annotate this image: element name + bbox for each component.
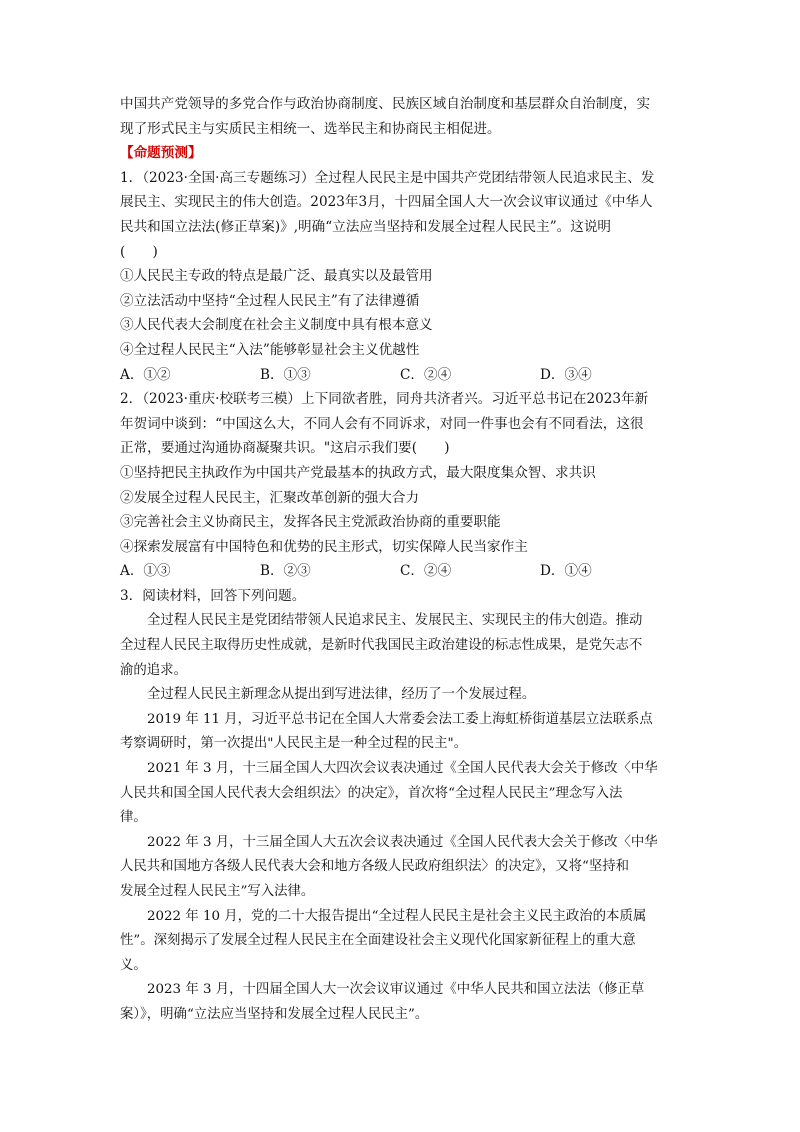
section-title: 【命题预测】: [120, 145, 202, 162]
question-stem-line: 3．阅读材料，回答下列问题。: [120, 587, 306, 604]
material-line: 全过程人民民主新理念从提出到写进法律，经历了一个发展过程。: [147, 687, 536, 703]
options-row: [120, 363, 688, 388]
intro-line: 中国共产党领导的多党合作与政治协商制度、民族区域自治制度和基层群众自治制度，实: [120, 96, 651, 112]
material-line: 案）》，明确“立法应当坚持和发展全过程人民民主”。: [120, 1006, 429, 1022]
material-line: 人民共和国全国人民代表大会组织法〉的决定》，首次将“全过程人民民主”理念写入法: [120, 785, 623, 801]
material-line: 性”。深刻揭示了发展全过程人民民主在全面建设社会主义现代化国家新征程上的重大意: [120, 933, 636, 949]
statement-item: ①人民民主专政的特点是最广泛、最真实以及最管用: [120, 268, 433, 285]
statement-item: ②立法活动中坚持“全过程人民民主”有了法律遵循: [120, 292, 420, 309]
option-c[interactable]: C．②④: [400, 563, 452, 580]
question-stem-line: 2．（2023·重庆·校联考三模）上下同欲者胜，同舟共济者兴。习近平总书记在2023年新: [120, 391, 649, 408]
option-b[interactable]: B．①③: [260, 366, 311, 383]
question-1: [120, 166, 688, 387]
statement-item: ④全过程人民民主“入法”能够彰显社会主义优越性: [120, 341, 420, 358]
material-line: 2022 年 10 月，党的二十大报告提出“全过程人民民主是社会主义民主政治的本质属: [147, 908, 647, 924]
option-a[interactable]: A．①②: [120, 366, 171, 383]
material-paragraph: [120, 905, 688, 979]
statement-item: ③完善社会主义协商民主，发挥各民主党派政治协商的重要职能: [120, 514, 501, 531]
question-stem-line: 展民主、实现民主的伟大创造。2023年3月，十四届全国人大一次会议审议通过《中华人: [120, 194, 653, 211]
statement-item: ④探索发展富有中国特色和优势的民主形式，切实保障人民当家作主: [120, 538, 528, 555]
material-paragraph: [120, 831, 688, 905]
material-line: 人民共和国地方各级人民代表大会和地方各级人民政府组织法〉的决定》，又将“坚持和: [120, 859, 629, 875]
option-c[interactable]: C．②④: [400, 366, 452, 383]
material-paragraph: [120, 683, 688, 708]
material-line: 全过程人民民主取得历史性成就，是新时代我国民主政治建设的标志性成果，是党矢志不: [120, 638, 643, 654]
answer-blank: ( ): [120, 243, 158, 260]
material-line: 2021 年 3 月，十三届全国人大四次会议表决通过《全国人民代表大会关于修改〈中华: [147, 761, 658, 777]
material-paragraph: [120, 609, 688, 683]
material-paragraph: [120, 978, 688, 1027]
question-stem-line: 正常，要通过沟通协商凝聚共识。"这启示我们要( ): [120, 440, 450, 457]
material-line: 渝的追求。: [120, 662, 187, 678]
statement-item: ②发展全过程人民民主，汇聚改革创新的强大合力: [120, 489, 420, 506]
option-d[interactable]: D．③④: [540, 366, 592, 383]
options-row: [120, 559, 688, 584]
question-2: [120, 387, 688, 584]
material-line: 考察调研时，第一次提出"人民民主是一种全过程的民主"。: [120, 736, 468, 752]
intro-line: 现了形式民主与实质民主相统一、选举民主和协商民主相促进。: [120, 120, 501, 137]
material-line: 2023 年 3 月，十四届全国人大一次会议审议通过《中华人民共和国立法法（修正草: [147, 982, 645, 998]
statement-item: ③人民代表大会制度在社会主义制度中具有根本意义: [120, 317, 433, 334]
material-line: 发展全过程人民民主”写入法律。: [120, 884, 315, 899]
statement-item: ①坚持把民主执政作为中国共产党最基本的执政方式，最大限度集众智、求共识: [120, 464, 596, 481]
material-line: 2022 年 3 月，十三届全国人大五次会议表决通过《全国人民代表大会关于修改〈中华: [147, 834, 658, 850]
question-stem-line: 1．（2023·全国·高三专题练习）全过程人民民主是中国共产党团结带领人民追求民主、发: [120, 169, 655, 186]
question-3: [120, 584, 688, 1028]
question-stem-line: 年贺词中谈到：“中国这么大，不同人会有不同诉求，对同一件事也会有不同看法，这很: [120, 415, 644, 432]
material-line: 2019 年 11 月，习近平总书记在全国人大常委会法工委上海虹桥街道基层立法联系点: [147, 711, 653, 727]
material-paragraph: [120, 708, 688, 757]
material-paragraph: [120, 757, 688, 831]
option-b[interactable]: B．②③: [260, 563, 311, 580]
material-line: 律。: [120, 810, 147, 826]
option-d[interactable]: D．①④: [540, 563, 592, 580]
document-page: [120, 92, 688, 1028]
material-line: 全过程人民民主是党团结带领人民追求民主、发展民主、实现民主的伟大创造。推动: [147, 613, 643, 629]
question-stem-line: 民共和国立法法(修正草案)》,明确“立法应当坚持和发展全过程人民民主”。这说明: [120, 218, 612, 235]
option-a[interactable]: A．①③: [120, 563, 171, 580]
material-line: 义。: [120, 957, 147, 973]
intro-block: [120, 92, 688, 141]
